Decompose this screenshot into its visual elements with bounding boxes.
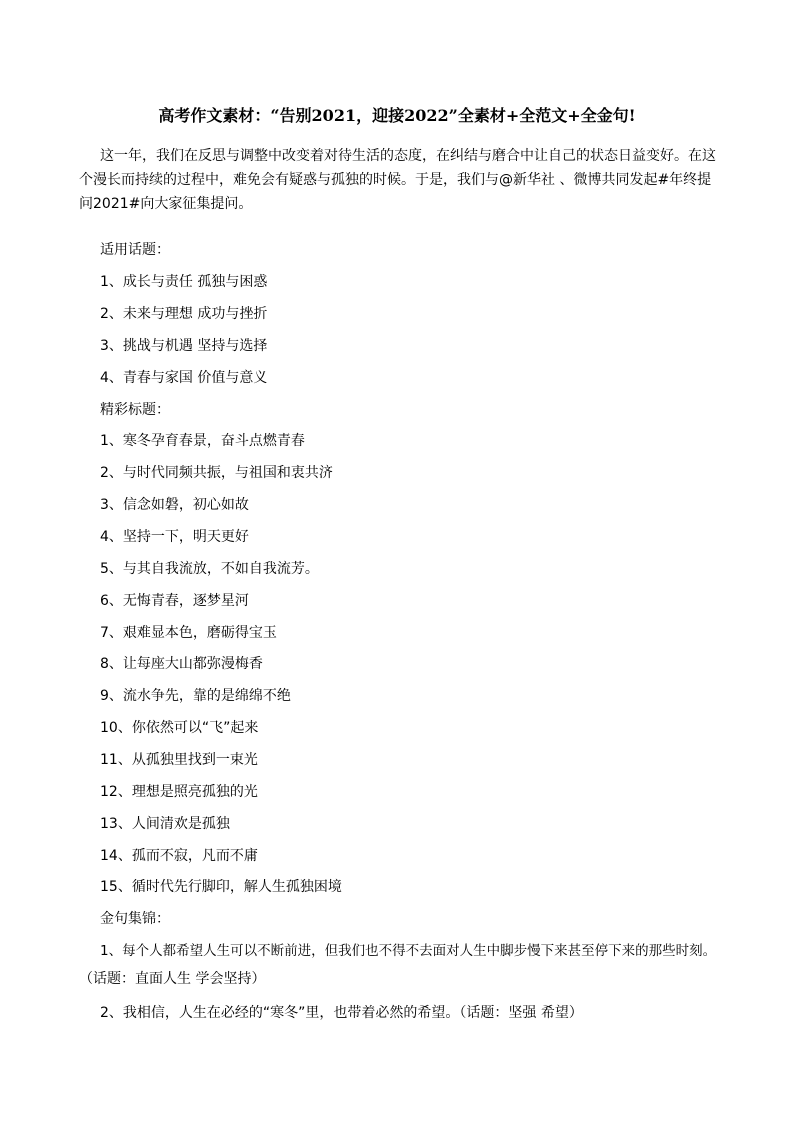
title-item: 15、循时代先行脚印，解人生孤独困境 — [100, 879, 342, 895]
title-item: 14、孤而不寂，凡而不庸 — [100, 848, 258, 864]
title-item: 13、人间清欢是孤独 — [100, 816, 230, 832]
titles-heading: 精彩标题： — [100, 402, 170, 418]
title-item: 2、与时代同频共振，与祖国和衷共济 — [100, 465, 333, 481]
title-item: 11、从孤独里找到一束光 — [100, 752, 258, 768]
quotes-heading: 金句集锦： — [100, 911, 170, 927]
topic-item: 3、挑战与机遇 坚持与选择 — [100, 338, 268, 354]
quote-item: 2、我相信，人生在必经的“寒冬”里，也带着必然的希望。（话题：坚强 希望） — [100, 1005, 583, 1021]
title-item: 4、坚持一下，明天更好 — [100, 529, 249, 545]
title-item: 8、让每座大山都弥漫梅香 — [100, 656, 263, 672]
topic-item: 1、成长与责任 孤独与困惑 — [100, 274, 268, 290]
topic-item: 4、青春与家国 价值与意义 — [100, 370, 268, 386]
title-item: 12、理想是照亮孤独的光 — [100, 784, 258, 800]
title-item: 5、与其自我流放，不如自我流芳。 — [100, 561, 319, 577]
intro-text: 这一年，我们在反思与调整中改变着对待生活的态度，在纠结与磨合中让自己的状态日益变好。在这个漫长而持续的过程中，难免会有疑惑与孤独的时候。于是，我们与@新华社 、微博共同发起#年终提问2021#向大家征集提问。 — [79, 148, 716, 212]
quote-item-topic: （话题：直面人生 学会坚持） — [79, 971, 266, 987]
intro-paragraph — [79, 144, 725, 216]
title-item: 9、流水争先，靠的是绵绵不绝 — [100, 688, 291, 704]
title-item: 1、寒冬孕育春景，奋斗点燃青春 — [100, 433, 305, 449]
title-item: 3、信念如磐，初心如故 — [100, 497, 249, 513]
topic-item: 2、未来与理想 成功与挫折 — [100, 306, 268, 322]
document-title: 高考作文素材：“告别2021，迎接2022”全素材+全范文+全金句! — [158, 106, 636, 125]
title-item: 7、艰难显本色，磨砺得宝玉 — [100, 625, 277, 641]
title-item: 6、无悔青春，逐梦星河 — [100, 593, 249, 609]
quote-item-first-line: 1、每个人都希望人生可以不断前进，但我们也不得不去面对人生中脚步慢下来甚至停下来的那些时刻。 — [100, 943, 717, 959]
topics-heading: 适用话题： — [100, 242, 170, 258]
title-item: 10、你依然可以“飞”起来 — [100, 720, 259, 736]
